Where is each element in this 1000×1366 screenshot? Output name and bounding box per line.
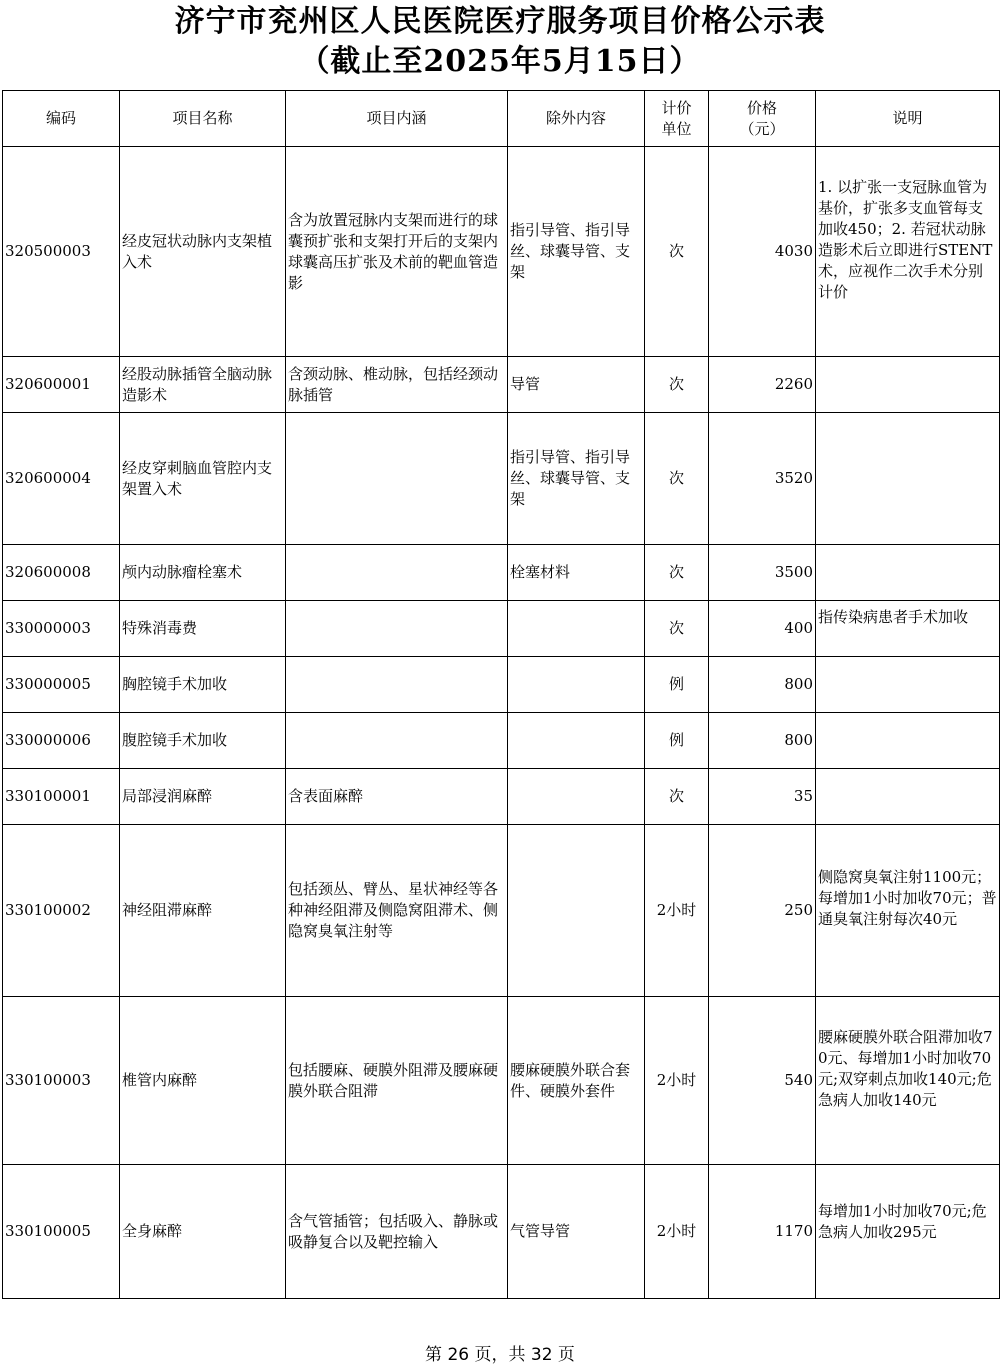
cell-unit: 例 [645, 657, 709, 713]
cell-excluded [508, 769, 645, 825]
header-unit-line2: 单位 [661, 119, 692, 138]
cell-content: 包括腰麻、硬膜外阻滞及腰麻硬膜外联合阻滞 [286, 997, 508, 1165]
header-unit-line1: 计价 [661, 98, 692, 117]
cell-note [816, 657, 1000, 713]
cell-unit: 次 [645, 357, 709, 413]
header-code: 编码 [3, 91, 120, 147]
cell-excluded [508, 713, 645, 769]
cell-price: 400 [709, 601, 816, 657]
cell-name: 经皮冠状动脉内支架植入术 [120, 147, 286, 357]
cell-note [816, 357, 1000, 413]
cell-code: 330000003 [3, 601, 120, 657]
cell-content: 包括颈丛、臂丛、星状神经等各种神经阻滞及侧隐窝阻滞术、侧隐窝臭氧注射等 [286, 825, 508, 997]
cell-price: 800 [709, 657, 816, 713]
cell-name: 颅内动脉瘤栓塞术 [120, 545, 286, 601]
cell-code: 330000006 [3, 713, 120, 769]
header-price-line1: 价格 [746, 98, 777, 117]
cell-price: 250 [709, 825, 816, 997]
cell-unit: 2小时 [645, 1165, 709, 1299]
table-row [3, 413, 1000, 545]
cell-name: 椎管内麻醉 [120, 997, 286, 1165]
table-row [3, 657, 1000, 713]
header-price [709, 91, 816, 147]
cell-price: 1170 [709, 1165, 816, 1299]
cell-excluded [508, 601, 645, 657]
cell-name: 特殊消毒费 [120, 601, 286, 657]
table-row [3, 825, 1000, 997]
cell-excluded: 导管 [508, 357, 645, 413]
cell-note: 腰麻硬膜外联合阻滞加收70元、每增加1小时加收70元;双穿刺点加收140元;危急病人加收140元 [816, 997, 1000, 1165]
header-row [3, 91, 1000, 147]
cell-note [816, 413, 1000, 545]
cell-content: 含气管插管；包括吸入、静脉或吸静复合以及靶控输入 [286, 1165, 508, 1299]
cell-content [286, 601, 508, 657]
header-name: 项目名称 [120, 91, 286, 147]
cell-code: 330100005 [3, 1165, 120, 1299]
table-row [3, 769, 1000, 825]
cell-name: 经皮穿刺脑血管腔内支架置入术 [120, 413, 286, 545]
cell-note [816, 769, 1000, 825]
header-unit [645, 91, 709, 147]
cell-unit: 次 [645, 413, 709, 545]
cell-content [286, 713, 508, 769]
table-row [3, 357, 1000, 413]
cell-note: 1. 以扩张一支冠脉血管为基价，扩张多支血管每支加收450；2. 若冠状动脉造影术后立即进行STENT术，应视作二次手术分别计价 [816, 147, 1000, 357]
table-row [3, 713, 1000, 769]
cell-note [816, 545, 1000, 601]
cell-price: 540 [709, 997, 816, 1165]
cell-note: 每增加1小时加收70元;危急病人加收295元 [816, 1165, 1000, 1299]
cell-price: 800 [709, 713, 816, 769]
cell-excluded: 指引导管、指引导丝、球囊导管、支架 [508, 147, 645, 357]
cell-code: 330000005 [3, 657, 120, 713]
cell-code: 320500003 [3, 147, 120, 357]
cell-price: 2260 [709, 357, 816, 413]
cell-unit: 次 [645, 769, 709, 825]
cell-unit: 2小时 [645, 997, 709, 1165]
table-row [3, 997, 1000, 1165]
cell-name: 全身麻醉 [120, 1165, 286, 1299]
cell-content [286, 657, 508, 713]
cell-content: 含为放置冠脉内支架而进行的球囊预扩张和支架打开后的支架内球囊高压扩张及术前的靶血管造影 [286, 147, 508, 357]
header-excluded: 除外内容 [508, 91, 645, 147]
cell-excluded: 腰麻硬膜外联合套件、硬膜外套件 [508, 997, 645, 1165]
page-subtitle: （截止至2025年5月15日） [299, 44, 701, 79]
cell-excluded: 栓塞材料 [508, 545, 645, 601]
cell-price: 3520 [709, 413, 816, 545]
cell-content: 含颈动脉、椎动脉，包括经颈动脉插管 [286, 357, 508, 413]
page-number: 第 26 页，共 32 页 [425, 1345, 575, 1365]
cell-unit: 2小时 [645, 825, 709, 997]
cell-price: 3500 [709, 545, 816, 601]
table-row [3, 147, 1000, 357]
table-row [3, 1165, 1000, 1299]
page-title: 济宁市兖州区人民医院医疗服务项目价格公示表 [174, 4, 826, 39]
cell-name: 神经阻滞麻醉 [120, 825, 286, 997]
header-note: 说明 [816, 91, 1000, 147]
cell-price: 4030 [709, 147, 816, 357]
cell-content [286, 413, 508, 545]
table-row [3, 545, 1000, 601]
cell-name: 局部浸润麻醉 [120, 769, 286, 825]
cell-code: 330100003 [3, 997, 120, 1165]
cell-note: 指传染病患者手术加收 [816, 601, 1000, 657]
cell-excluded [508, 657, 645, 713]
cell-name: 经股动脉插管全脑动脉造影术 [120, 357, 286, 413]
cell-name: 胸腔镜手术加收 [120, 657, 286, 713]
cell-unit: 次 [645, 601, 709, 657]
price-table [2, 90, 1000, 1299]
cell-code: 320600004 [3, 413, 120, 545]
cell-code: 330100002 [3, 825, 120, 997]
cell-price: 35 [709, 769, 816, 825]
cell-note [816, 713, 1000, 769]
cell-unit: 例 [645, 713, 709, 769]
cell-excluded: 气管导管 [508, 1165, 645, 1299]
table-row [3, 601, 1000, 657]
cell-excluded: 指引导管、指引导丝、球囊导管、支架 [508, 413, 645, 545]
cell-unit: 次 [645, 147, 709, 357]
cell-unit: 次 [645, 545, 709, 601]
cell-name: 腹腔镜手术加收 [120, 713, 286, 769]
cell-content [286, 545, 508, 601]
cell-note: 侧隐窝臭氧注射1100元；每增加1小时加收70元；普通臭氧注射每次40元 [816, 825, 1000, 997]
cell-code: 320600008 [3, 545, 120, 601]
header-content: 项目内涵 [286, 91, 508, 147]
cell-excluded [508, 825, 645, 997]
cell-code: 330100001 [3, 769, 120, 825]
cell-code: 320600001 [3, 357, 120, 413]
header-price-line2: （元） [739, 119, 785, 138]
cell-content: 含表面麻醉 [286, 769, 508, 825]
